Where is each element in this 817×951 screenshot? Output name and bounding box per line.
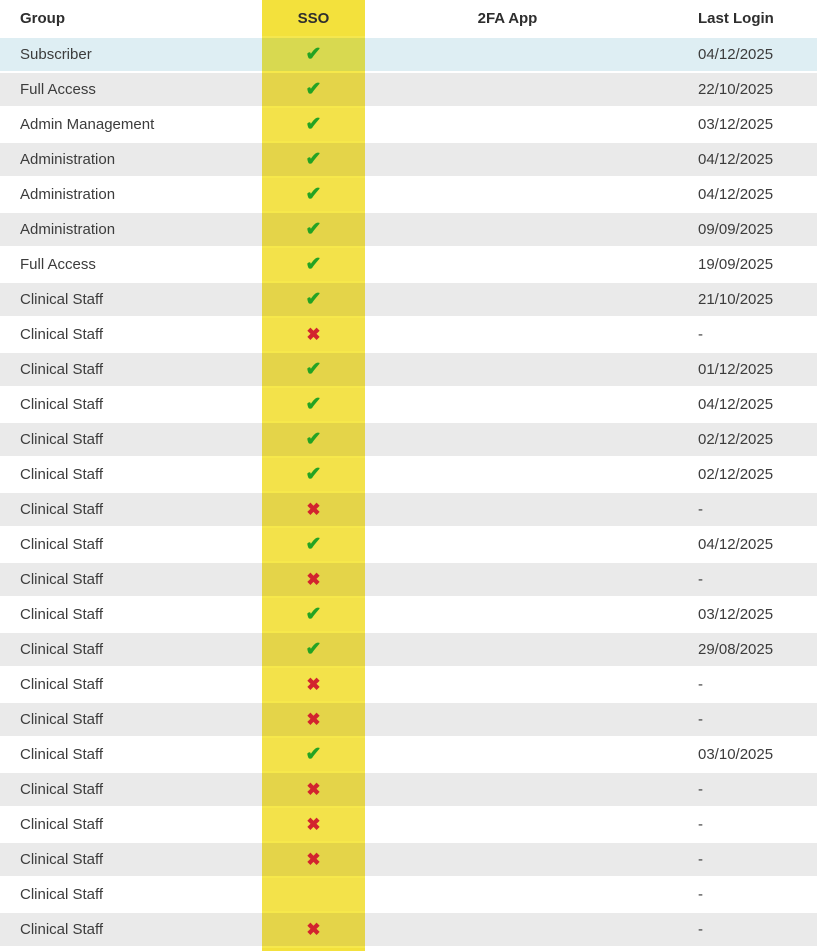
column-header-2fa-app-label: 2FA App — [477, 9, 538, 27]
table-row[interactable] — [0, 247, 817, 282]
sso-cell — [262, 667, 365, 702]
group-cell — [0, 667, 262, 702]
last-login-value: - — [698, 326, 703, 343]
group-label: Clinical Staff — [20, 746, 104, 763]
sso-cell — [262, 212, 365, 247]
last-login-value: 22/10/2025 — [698, 81, 774, 98]
last-login-value: 19/09/2025 — [698, 256, 774, 273]
group-label: Clinical Staff — [20, 921, 104, 938]
group-cell — [0, 807, 262, 842]
last-login-cell — [650, 247, 817, 282]
last-login-value: 02/12/2025 — [698, 431, 774, 448]
cross-icon: ✖ — [306, 919, 321, 939]
group-label: Clinical Staff — [20, 781, 104, 798]
group-cell — [0, 772, 262, 807]
cross-icon: ✖ — [306, 849, 321, 869]
last-login-cell — [650, 317, 817, 352]
last-login-cell — [650, 282, 817, 317]
group-label: Clinical Staff — [20, 676, 104, 693]
2fa-app-cell — [365, 72, 650, 107]
sso-cell — [262, 387, 365, 422]
group-cell — [0, 877, 262, 912]
cross-icon: ✖ — [306, 324, 321, 344]
sso-cell — [262, 632, 365, 667]
sso-cell — [262, 352, 365, 387]
group-label: Full Access — [20, 81, 96, 98]
last-login-value: 21/10/2025 — [698, 291, 774, 308]
last-login-value: 29/08/2025 — [698, 641, 774, 658]
2fa-app-cell — [365, 212, 650, 247]
check-icon: ✔ — [305, 394, 322, 415]
column-header-group-label: Group — [20, 9, 65, 27]
2fa-app-cell — [365, 387, 650, 422]
table-row[interactable] — [0, 807, 817, 842]
table-row[interactable] — [0, 877, 817, 912]
column-header-sso-label: SSO — [297, 9, 330, 27]
last-login-cell — [650, 877, 817, 912]
sso-cell — [262, 772, 365, 807]
cross-icon: ✖ — [306, 674, 321, 694]
last-login-cell — [650, 387, 817, 422]
last-login-cell — [650, 842, 817, 877]
last-login-value: - — [698, 816, 703, 833]
last-login-value: 04/12/2025 — [698, 46, 774, 63]
last-login-cell — [650, 632, 817, 667]
last-login-cell — [650, 772, 817, 807]
group-label: Clinical Staff — [20, 886, 104, 903]
group-cell — [0, 912, 262, 947]
last-login-value: - — [698, 501, 703, 518]
2fa-app-cell — [365, 527, 650, 562]
last-login-cell — [650, 912, 817, 947]
group-cell — [0, 842, 262, 877]
group-label: Clinical Staff — [20, 361, 104, 378]
group-label: Clinical Staff — [20, 326, 104, 343]
last-login-cell — [650, 737, 817, 772]
table-row[interactable] — [0, 667, 817, 702]
table-row[interactable] — [0, 317, 817, 352]
sso-cell — [262, 142, 365, 177]
last-login-cell — [650, 107, 817, 142]
check-icon: ✔ — [305, 114, 322, 135]
table-row[interactable] — [0, 632, 817, 667]
sso-cell — [262, 597, 365, 632]
last-login-cell — [650, 562, 817, 597]
group-label: Subscriber — [20, 46, 92, 63]
last-login-cell — [650, 212, 817, 247]
check-icon: ✔ — [305, 744, 322, 765]
table-row[interactable] — [0, 72, 817, 107]
last-login-value: 04/12/2025 — [698, 396, 774, 413]
column-header-last-login[interactable] — [650, 0, 817, 37]
sso-cell — [262, 492, 365, 527]
check-icon: ✔ — [305, 429, 322, 450]
group-cell — [0, 247, 262, 282]
group-cell — [0, 457, 262, 492]
2fa-app-cell — [365, 37, 650, 72]
column-header-last-login-label: Last Login — [698, 9, 774, 27]
group-cell — [0, 317, 262, 352]
group-label: Clinical Staff — [20, 571, 104, 588]
last-login-cell — [650, 702, 817, 737]
group-cell — [0, 177, 262, 212]
2fa-app-cell — [365, 352, 650, 387]
group-label: Clinical Staff — [20, 851, 104, 868]
check-icon: ✔ — [305, 464, 322, 485]
table-row[interactable] — [0, 387, 817, 422]
last-login-value: - — [698, 571, 703, 588]
table-row[interactable] — [0, 107, 817, 142]
group-label: Clinical Staff — [20, 466, 104, 483]
check-icon: ✔ — [305, 184, 322, 205]
2fa-app-cell — [365, 877, 650, 912]
table-row[interactable] — [0, 422, 817, 457]
last-login-value: 09/09/2025 — [698, 221, 774, 238]
table-row[interactable] — [0, 212, 817, 247]
sso-cell — [262, 177, 365, 212]
2fa-app-cell — [365, 317, 650, 352]
group-label: Clinical Staff — [20, 291, 104, 308]
last-login-value: 03/10/2025 — [698, 746, 774, 763]
last-login-cell — [650, 492, 817, 527]
last-login-value: - — [698, 711, 703, 728]
last-login-value: 03/12/2025 — [698, 116, 774, 133]
2fa-app-cell — [365, 457, 650, 492]
sso-cell — [262, 422, 365, 457]
check-icon: ✔ — [305, 219, 322, 240]
sso-cell — [262, 457, 365, 492]
table-row[interactable] — [0, 597, 817, 632]
2fa-app-cell — [365, 422, 650, 457]
sso-cell — [262, 912, 365, 947]
group-label: Clinical Staff — [20, 536, 104, 553]
table-row[interactable] — [0, 37, 817, 72]
cross-icon: ✖ — [306, 709, 321, 729]
sso-cell — [262, 317, 365, 352]
group-cell — [0, 142, 262, 177]
column-header-group[interactable] — [0, 0, 262, 37]
group-label: Clinical Staff — [20, 816, 104, 833]
2fa-app-cell — [365, 247, 650, 282]
sso-cell — [262, 562, 365, 597]
group-label: Clinical Staff — [20, 501, 104, 518]
table-row[interactable] — [0, 352, 817, 387]
2fa-app-cell — [365, 492, 650, 527]
group-label: Admin Management — [20, 116, 155, 133]
sso-cell — [262, 247, 365, 282]
last-login-cell — [650, 142, 817, 177]
cross-icon: ✖ — [306, 499, 321, 519]
last-login-cell — [650, 37, 817, 72]
sso-cell — [262, 72, 365, 107]
group-cell — [0, 387, 262, 422]
last-login-cell — [650, 527, 817, 562]
sso-cell — [262, 807, 365, 842]
group-cell — [0, 632, 262, 667]
sso-cell — [262, 737, 365, 772]
2fa-app-cell — [365, 562, 650, 597]
sso-cell — [262, 877, 365, 912]
table-row[interactable] — [0, 737, 817, 772]
group-label: Clinical Staff — [20, 431, 104, 448]
check-icon: ✔ — [305, 254, 322, 275]
group-cell — [0, 492, 262, 527]
group-cell — [0, 352, 262, 387]
group-cell — [0, 107, 262, 142]
2fa-app-cell — [365, 597, 650, 632]
table-row[interactable] — [0, 282, 817, 317]
last-login-value: 04/12/2025 — [698, 186, 774, 203]
2fa-app-cell — [365, 142, 650, 177]
last-login-value: 02/12/2025 — [698, 466, 774, 483]
sso-cell — [262, 282, 365, 317]
table-row[interactable] — [0, 527, 817, 562]
last-login-value: 03/12/2025 — [698, 606, 774, 623]
cross-icon: ✖ — [306, 569, 321, 589]
2fa-app-cell — [365, 632, 650, 667]
group-cell — [0, 737, 262, 772]
cross-icon: ✖ — [306, 779, 321, 799]
last-login-value: 04/12/2025 — [698, 536, 774, 553]
group-label: Administration — [20, 221, 116, 238]
last-login-value: - — [698, 921, 703, 938]
last-login-cell — [650, 177, 817, 212]
last-login-cell — [650, 597, 817, 632]
sso-cell — [262, 842, 365, 877]
group-cell — [0, 422, 262, 457]
group-label: Clinical Staff — [20, 641, 104, 658]
table-row[interactable] — [0, 772, 817, 807]
2fa-app-cell — [365, 772, 650, 807]
2fa-app-cell — [365, 842, 650, 877]
table-row[interactable] — [0, 177, 817, 212]
last-login-cell — [650, 422, 817, 457]
check-icon: ✔ — [305, 44, 322, 65]
table-row[interactable] — [0, 492, 817, 527]
last-login-cell — [650, 807, 817, 842]
column-header-2fa-app[interactable] — [365, 0, 650, 37]
group-label: Clinical Staff — [20, 711, 104, 728]
table-row[interactable] — [0, 702, 817, 737]
check-icon: ✔ — [305, 639, 322, 660]
header-row — [0, 0, 817, 37]
2fa-app-cell — [365, 282, 650, 317]
sso-cell — [262, 37, 365, 72]
check-icon: ✔ — [305, 79, 322, 100]
last-login-value: - — [698, 851, 703, 868]
sso-cell — [262, 702, 365, 737]
table-row[interactable] — [0, 142, 817, 177]
check-icon: ✔ — [305, 149, 322, 170]
sso-cell — [262, 107, 365, 142]
group-label: Clinical Staff — [20, 606, 104, 623]
group-label: Administration — [20, 151, 116, 168]
group-cell — [0, 212, 262, 247]
group-cell — [0, 37, 262, 72]
group-cell — [0, 527, 262, 562]
table-row[interactable] — [0, 912, 817, 947]
check-icon: ✔ — [305, 604, 322, 625]
last-login-value: - — [698, 886, 703, 903]
2fa-app-cell — [365, 177, 650, 212]
group-cell — [0, 562, 262, 597]
column-header-sso[interactable] — [262, 0, 365, 37]
check-icon: ✔ — [305, 289, 322, 310]
last-login-cell — [650, 457, 817, 492]
2fa-app-cell — [365, 912, 650, 947]
group-label: Clinical Staff — [20, 396, 104, 413]
group-cell — [0, 702, 262, 737]
check-icon: ✔ — [305, 359, 322, 380]
last-login-value: - — [698, 676, 703, 693]
group-label: Administration — [20, 186, 116, 203]
last-login-cell — [650, 352, 817, 387]
cross-icon: ✖ — [306, 814, 321, 834]
2fa-app-cell — [365, 807, 650, 842]
last-login-value: 04/12/2025 — [698, 151, 774, 168]
table-row[interactable] — [0, 842, 817, 877]
last-login-value: 01/12/2025 — [698, 361, 774, 378]
last-login-value: - — [698, 781, 703, 798]
group-cell — [0, 282, 262, 317]
2fa-app-cell — [365, 702, 650, 737]
sso-cell — [262, 527, 365, 562]
group-label: Full Access — [20, 256, 96, 273]
table-row[interactable] — [0, 562, 817, 597]
2fa-app-cell — [365, 107, 650, 142]
group-cell — [0, 72, 262, 107]
check-icon: ✔ — [305, 534, 322, 555]
2fa-app-cell — [365, 667, 650, 702]
last-login-cell — [650, 72, 817, 107]
group-cell — [0, 597, 262, 632]
last-login-cell — [650, 667, 817, 702]
table-header — [0, 0, 817, 37]
table-body — [0, 37, 817, 947]
2fa-app-cell — [365, 737, 650, 772]
table-row[interactable] — [0, 457, 817, 492]
